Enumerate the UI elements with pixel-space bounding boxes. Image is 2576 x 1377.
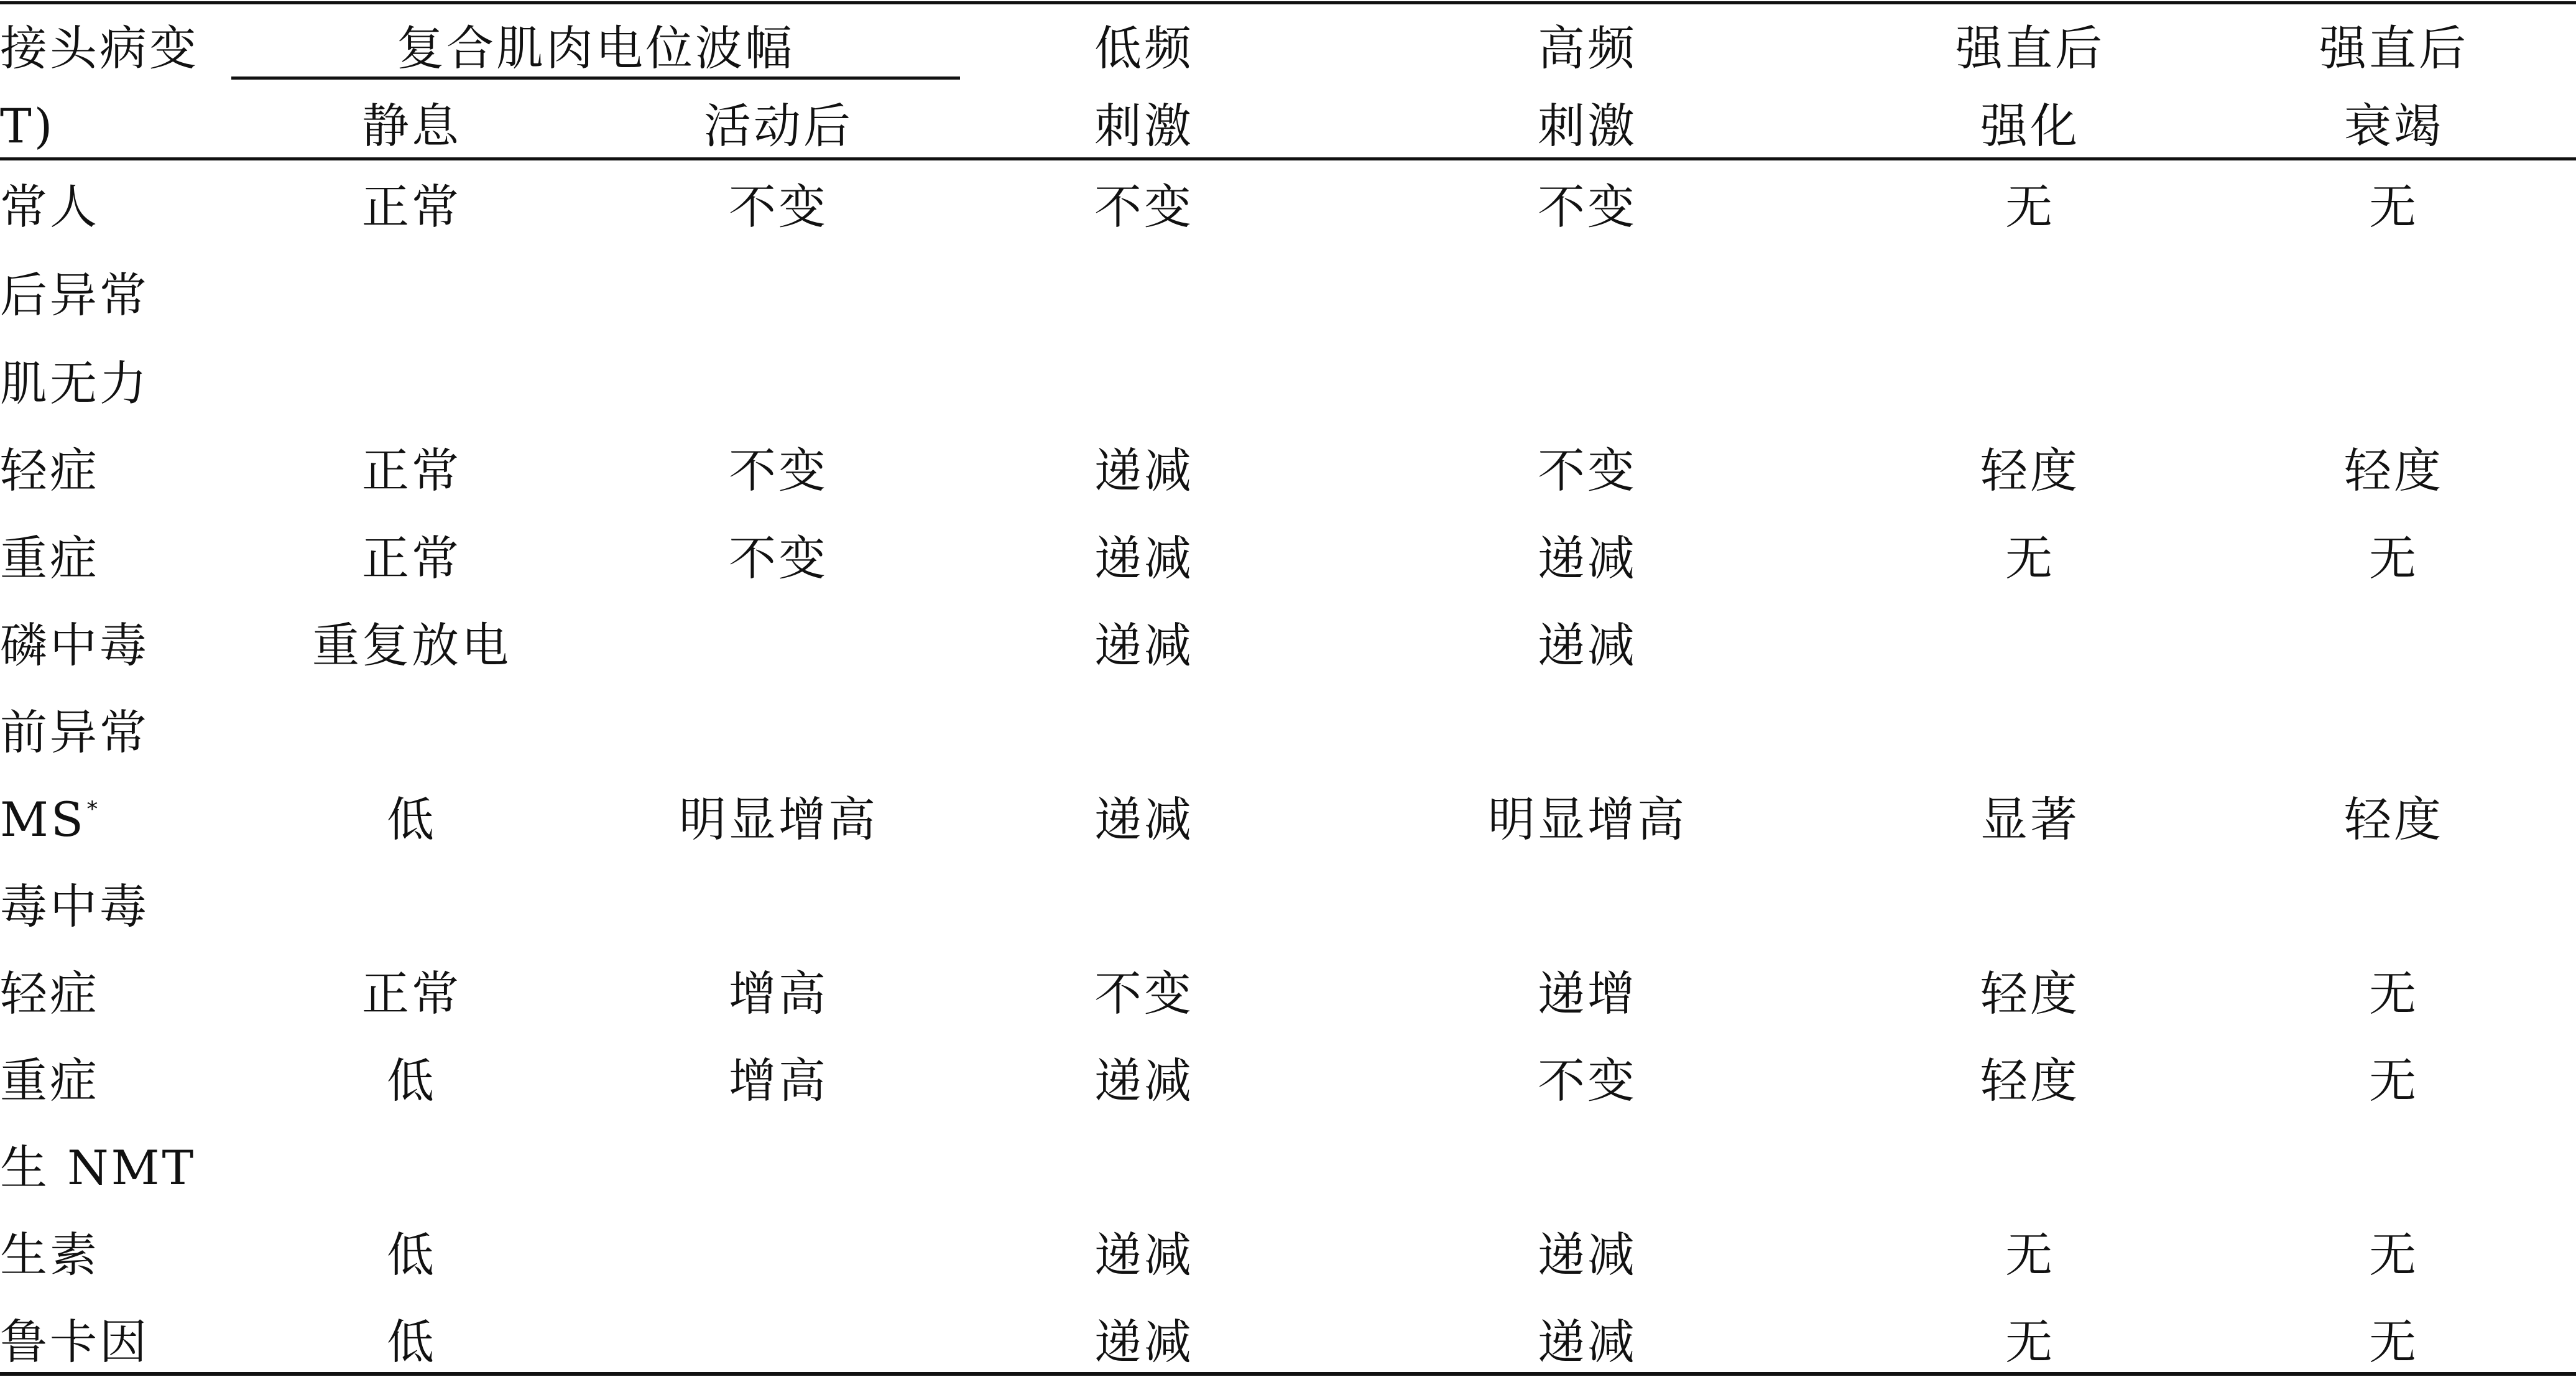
cell-text: 明显增高 xyxy=(1488,792,1687,847)
cell-text: 正常 xyxy=(362,531,461,586)
cell-text: 轻症 xyxy=(0,966,99,1021)
cell-post-tetanic-exhaustion xyxy=(2369,1053,2419,1108)
cell-text: 不变 xyxy=(729,179,828,234)
cell-lesion xyxy=(0,966,99,1021)
cell-high-freq-stim xyxy=(1538,618,1637,673)
cell-cmap-rest xyxy=(362,531,461,586)
cell-text: MS xyxy=(0,792,86,847)
cell-text: 无 xyxy=(2005,531,2055,586)
cell-lesion xyxy=(0,879,149,934)
cell-cmap-after-activity xyxy=(729,1053,828,1108)
table-bottom-rule xyxy=(0,1372,2576,1376)
cell-lesion xyxy=(0,1227,99,1282)
cell-text: 增高 xyxy=(729,1053,828,1108)
cell-low-freq-stim xyxy=(1094,1053,1194,1108)
cell-text: 递减 xyxy=(1094,1314,1194,1370)
cell-cmap-after-activity xyxy=(729,966,828,1021)
cell-post-tetanic-potentiation xyxy=(2005,1227,2055,1282)
cell-cmap-after-activity xyxy=(729,179,828,234)
footnote-mark: * xyxy=(86,797,100,822)
cell-cmap-rest xyxy=(387,792,436,847)
header-potentiation: 强化 xyxy=(1980,98,2080,154)
cell-text: 正常 xyxy=(362,179,461,234)
cell-text: 低 xyxy=(387,1227,436,1282)
cell-cmap-after-activity xyxy=(729,443,828,498)
cell-text: 低 xyxy=(387,1314,436,1370)
cell-cmap-rest xyxy=(387,1227,436,1282)
cell-text: 不变 xyxy=(729,531,828,586)
cell-text: 后异常 xyxy=(0,267,149,323)
cell-high-freq-stim xyxy=(1538,1227,1637,1282)
cell-lesion xyxy=(0,531,99,586)
cell-post-tetanic-potentiation xyxy=(1980,1053,2080,1108)
cell-cmap-rest xyxy=(362,443,461,498)
cell-text: 无 xyxy=(2369,1053,2419,1108)
header-post-tetanic-2: 强直后 xyxy=(2319,21,2468,76)
cell-post-tetanic-potentiation xyxy=(1980,966,2080,1021)
cell-text: 递减 xyxy=(1538,1227,1637,1282)
cmap-group-rule xyxy=(231,76,960,80)
cell-text: 低 xyxy=(387,792,436,847)
cell-post-tetanic-exhaustion xyxy=(2344,443,2444,498)
cell-text: 不变 xyxy=(1538,179,1637,234)
cell-text: 递减 xyxy=(1094,618,1194,673)
cell-post-tetanic-potentiation xyxy=(2005,1314,2055,1370)
cell-post-tetanic-exhaustion xyxy=(2369,1227,2419,1282)
header-lesion-type: 接头病变 xyxy=(0,21,199,76)
cell-low-freq-stim xyxy=(1094,1314,1194,1370)
cell-text: 毒中毒 xyxy=(0,879,149,934)
cell-lesion xyxy=(0,1314,149,1370)
cell-lesion xyxy=(0,179,99,234)
cell-text: 生 NMT xyxy=(0,1140,196,1195)
cell-text: 无 xyxy=(2005,1314,2055,1370)
cell-low-freq-stim xyxy=(1094,443,1194,498)
cell-text: 轻度 xyxy=(1980,1053,2080,1108)
cell-text: 无 xyxy=(2369,1314,2419,1370)
header-lesion-abbr: T) xyxy=(0,98,55,154)
cell-text: 正常 xyxy=(362,966,461,1021)
header-low-freq-stim: 刺激 xyxy=(1094,98,1194,154)
cell-lesion xyxy=(0,792,100,847)
cell-text: 重症 xyxy=(0,1053,99,1108)
cell-text: 递减 xyxy=(1094,1053,1194,1108)
cell-post-tetanic-potentiation xyxy=(1980,792,2080,847)
cell-text: 递减 xyxy=(1538,1314,1637,1370)
cell-text: 轻度 xyxy=(2344,792,2444,847)
cell-cmap-rest xyxy=(312,618,511,673)
cell-lesion xyxy=(0,356,149,411)
cell-post-tetanic-exhaustion xyxy=(2369,966,2419,1021)
cell-text: 磷中毒 xyxy=(0,618,149,673)
cell-post-tetanic-potentiation xyxy=(1980,443,2080,498)
cell-low-freq-stim xyxy=(1094,966,1194,1021)
cell-cmap-rest xyxy=(362,179,461,234)
cell-lesion xyxy=(0,1140,196,1195)
cell-high-freq-stim xyxy=(1538,1314,1637,1370)
cell-high-freq-stim xyxy=(1538,531,1637,586)
cell-low-freq-stim xyxy=(1094,618,1194,673)
cell-text: 不变 xyxy=(1094,966,1194,1021)
header-low-freq-1: 低频 xyxy=(1094,21,1194,76)
cell-text: 轻度 xyxy=(2344,443,2444,498)
cell-text: 轻症 xyxy=(0,443,99,498)
cell-cmap-rest xyxy=(387,1314,436,1370)
header-rest: 静息 xyxy=(362,98,461,154)
cell-text: 无 xyxy=(2369,531,2419,586)
cell-post-tetanic-potentiation xyxy=(2005,179,2055,234)
cell-text: 重症 xyxy=(0,531,99,586)
cell-text: 无 xyxy=(2369,966,2419,1021)
cell-low-freq-stim xyxy=(1094,792,1194,847)
cell-text: 递减 xyxy=(1538,531,1637,586)
cell-text: 增高 xyxy=(729,966,828,1021)
cell-low-freq-stim xyxy=(1094,1227,1194,1282)
header-after-activity: 活动后 xyxy=(704,98,853,154)
cell-text: 递减 xyxy=(1094,1227,1194,1282)
cell-text: 递减 xyxy=(1094,443,1194,498)
cell-post-tetanic-potentiation xyxy=(2005,531,2055,586)
cell-text: 前异常 xyxy=(0,705,149,760)
cell-text: 不变 xyxy=(1538,1053,1637,1108)
cell-high-freq-stim xyxy=(1538,443,1637,498)
header-post-tetanic-1: 强直后 xyxy=(1955,21,2105,76)
cell-lesion xyxy=(0,1053,99,1108)
cell-low-freq-stim xyxy=(1094,531,1194,586)
cell-high-freq-stim xyxy=(1488,792,1687,847)
cell-text: 肌无力 xyxy=(0,356,149,411)
cell-text: 明显增高 xyxy=(679,792,878,847)
cell-post-tetanic-exhaustion xyxy=(2344,792,2444,847)
cell-cmap-rest xyxy=(387,1053,436,1108)
cell-cmap-rest xyxy=(362,966,461,1021)
table-top-rule xyxy=(0,1,2576,4)
cell-cmap-after-activity xyxy=(679,792,878,847)
cell-lesion xyxy=(0,618,149,673)
cell-high-freq-stim xyxy=(1538,179,1637,234)
cell-text: 不变 xyxy=(729,443,828,498)
cell-text: 正常 xyxy=(362,443,461,498)
header-cmap-amplitude: 复合肌肉电位波幅 xyxy=(397,21,795,76)
cell-high-freq-stim xyxy=(1538,1053,1637,1108)
cell-low-freq-stim xyxy=(1094,179,1194,234)
cell-text: 无 xyxy=(2369,1227,2419,1282)
cell-text: 鲁卡因 xyxy=(0,1314,149,1370)
cell-text: 重复放电 xyxy=(312,618,511,673)
header-high-freq-stim: 刺激 xyxy=(1538,98,1637,154)
cell-high-freq-stim xyxy=(1538,966,1637,1021)
cell-lesion xyxy=(0,705,149,760)
cell-post-tetanic-exhaustion xyxy=(2369,179,2419,234)
cell-post-tetanic-exhaustion xyxy=(2369,531,2419,586)
header-high-freq-1: 高频 xyxy=(1538,21,1637,76)
table-header-rule xyxy=(0,157,2576,160)
cell-post-tetanic-exhaustion xyxy=(2369,1314,2419,1370)
cell-text: 常人 xyxy=(0,179,99,234)
cell-text: 显著 xyxy=(1980,792,2080,847)
cell-text: 轻度 xyxy=(1980,443,2080,498)
cell-text: 无 xyxy=(2369,179,2419,234)
cell-text: 不变 xyxy=(1094,179,1194,234)
cell-text: 不变 xyxy=(1538,443,1637,498)
cell-text: 轻度 xyxy=(1980,966,2080,1021)
cell-text: 递减 xyxy=(1538,618,1637,673)
cell-text: 无 xyxy=(2005,179,2055,234)
cell-text: 递减 xyxy=(1094,792,1194,847)
cell-lesion xyxy=(0,267,149,323)
cell-cmap-after-activity xyxy=(729,531,828,586)
cell-lesion xyxy=(0,443,99,498)
cell-text: 递减 xyxy=(1094,531,1194,586)
cell-text: 递增 xyxy=(1538,966,1637,1021)
cell-text: 无 xyxy=(2005,1227,2055,1282)
cell-text: 低 xyxy=(387,1053,436,1108)
cell-text: 生素 xyxy=(0,1227,99,1282)
header-exhaustion: 衰竭 xyxy=(2344,98,2444,154)
